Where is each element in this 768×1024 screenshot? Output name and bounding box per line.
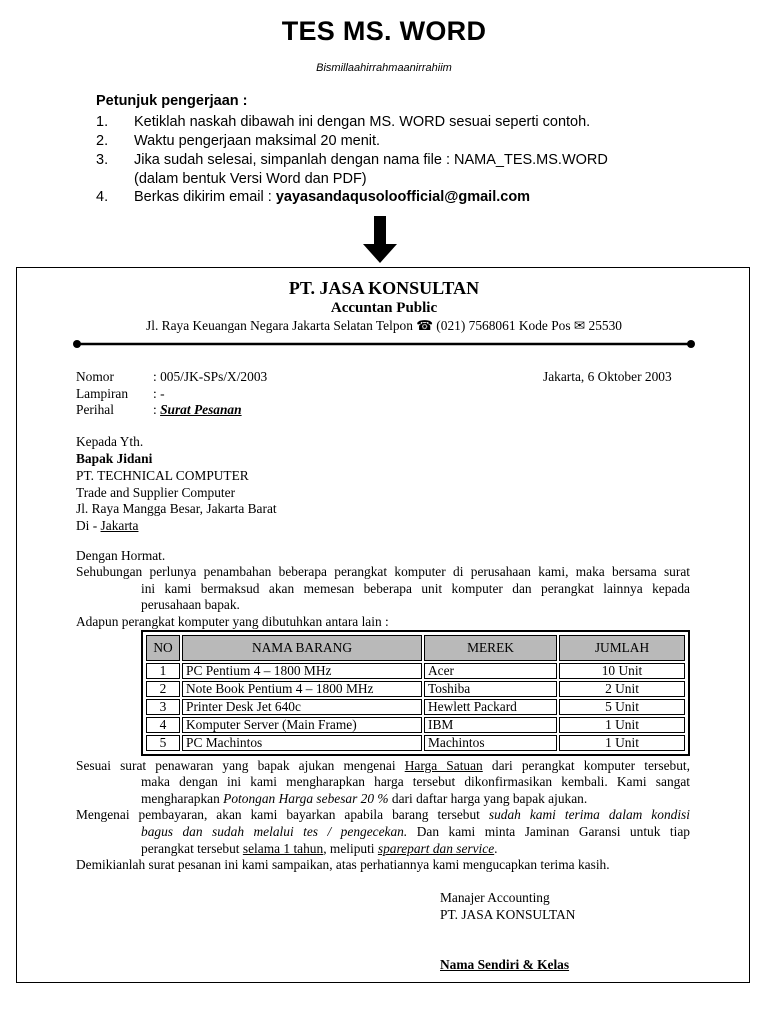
instructions-title: Petunjuk pengerjaan : — [96, 93, 248, 109]
cell-quantity: 1 Unit — [559, 735, 685, 751]
table-row — [146, 681, 685, 697]
perihal-subject: Surat Pesanan — [160, 402, 242, 417]
cell-item: PC Pentium 4 – 1800 MHz — [182, 663, 422, 679]
paragraph-4-line-3 — [141, 840, 498, 857]
p4-italic-a: sudah kami terima dalam kondisi — [488, 807, 690, 822]
perihal-label: Perihal — [76, 402, 114, 417]
p4-text-a: Mengenai pembayaran, akan kami bayarkan apabila barang tersebut — [76, 807, 489, 822]
perihal-value — [153, 401, 242, 418]
column-header-merek: MEREK — [424, 635, 557, 661]
closing-paragraph: Demikianlah surat pesanan ini kami sampaikan, atas perhatiannya kami mengucapkan terima kasih. — [76, 857, 610, 872]
p3-discount: Potongan Harga sebesar 20 % — [223, 791, 389, 806]
signature-title: Manajer Accounting — [440, 890, 550, 905]
recipient-line-2: Jl. Raya Mangga Besar, Jakarta Barat — [76, 501, 277, 516]
recipient-line-1: Trade and Supplier Computer — [76, 485, 236, 500]
mail-icon: ✉ — [573, 318, 586, 333]
cell-no: 5 — [146, 735, 180, 751]
cell-brand: IBM — [424, 717, 557, 733]
paragraph-1-line-1: Sehubungan perlunya penambahan beberapa perangkat komputer di perusahaan kami, maka bersama surat — [76, 564, 690, 579]
paragraph-4-line-1 — [76, 806, 690, 823]
cell-brand: Machintos — [424, 735, 557, 751]
address-text: Jl. Raya Keuangan Negara Jakarta Selatan Telpon — [146, 318, 417, 333]
step-text — [134, 188, 530, 207]
cell-item: Note Book Pentium 4 – 1800 MHz — [182, 681, 422, 697]
recipient-city: Jakarta — [100, 518, 139, 533]
cell-brand: Acer — [424, 663, 557, 679]
paragraph-2: Adapun perangkat komputer yang dibutuhkan antara lain : — [76, 614, 389, 629]
step-number: 2. — [96, 133, 109, 149]
step-number: 4. — [96, 189, 109, 205]
cell-quantity: 2 Unit — [559, 681, 685, 697]
recipient-line-3 — [76, 517, 138, 534]
recipient-company: PT. TECHNICAL COMPUTER — [76, 468, 249, 483]
letterhead-company: PT. JASA KONSULTAN — [288, 278, 480, 298]
paragraph-1-line-3: perusahaan bapak. — [141, 597, 240, 612]
p3-text-b: dari perangkat komputer tersebut, — [482, 758, 690, 773]
table-header-row — [146, 635, 685, 661]
step-number: 3. — [96, 152, 109, 168]
table-row — [146, 699, 685, 715]
step-text: Waktu pengerjaan maksimal 20 menit. — [134, 133, 381, 149]
cell-quantity: 1 Unit — [559, 717, 685, 733]
page-title: TES MS. WORD — [281, 16, 487, 46]
p4-warranty: selama 1 tahun — [242, 841, 324, 856]
cell-no: 3 — [146, 699, 180, 715]
signature-company: PT. JASA KONSULTAN — [440, 907, 576, 922]
paragraph-3-line-3 — [141, 790, 587, 807]
p4-italic-b: bagus dan sudah melalui tes / pengecekan. — [141, 824, 408, 839]
paragraph-3-line-1 — [76, 757, 690, 774]
salutation: Dengan Hormat. — [76, 548, 166, 563]
cell-brand: Toshiba — [424, 681, 557, 697]
step-text: Jika sudah selesai, simpanlah dengan nama file : NAMA_TES.MS.WORD — [134, 152, 608, 168]
cell-no: 1 — [146, 663, 180, 679]
order-table — [141, 630, 690, 756]
cell-brand: Hewlett Packard — [424, 699, 557, 715]
p3-text-a: Sesuai surat penawaran yang bapak ajukan mengenai — [76, 758, 405, 773]
column-header-jumlah: JUMLAH — [559, 635, 685, 661]
phone-text: (021) 7568061 Kode Pos — [432, 318, 574, 333]
cell-quantity: 5 Unit — [559, 699, 685, 715]
step-number: 1. — [96, 114, 109, 130]
cell-no: 2 — [146, 681, 180, 697]
p3-harga-satuan: Harga Satuan — [404, 758, 483, 773]
nomor-label: Nomor — [76, 369, 114, 384]
down-arrow-icon — [363, 216, 397, 264]
paragraph-3-line-2: maka dengan ini kami mengharapkan harga tersebut dikonfirmasikan kembali. Kami sangat — [141, 774, 690, 789]
paragraph-1-line-2: ini kami bermaksud akan memesan beberapa unit komputer dan perangkat lainnya kepada — [141, 581, 690, 596]
lampiran-label: Lampiran — [76, 386, 129, 401]
phone-icon: ☎ — [416, 318, 433, 333]
email-address[interactable]: yayasandaqusolo​official@gmail.com — [275, 189, 531, 205]
table-row — [146, 735, 685, 751]
perihal-colon: : — [153, 402, 161, 417]
nomor-value: : 005/JK-SPs/X/2003 — [153, 369, 268, 384]
recipient-greeting: Kepada Yth. — [76, 434, 144, 449]
p4-coverage: sparepart dan service — [377, 841, 495, 856]
letterhead-divider — [73, 339, 695, 349]
step-text: Ketiklah naskah dibawah ini dengan MS. WORD sesuai seperti contoh. — [134, 114, 591, 130]
letterhead-subtitle: Accuntan Public — [330, 300, 438, 316]
cell-item: Komputer Server (Main Frame) — [182, 717, 422, 733]
p4-text-e: . — [494, 841, 498, 856]
lampiran-value: : - — [153, 386, 165, 401]
opening-phrase: Bismillaahirrahmaanirrahiim — [316, 62, 452, 74]
column-header-no: NO — [146, 635, 180, 661]
step-text: (dalam bentuk Versi Word dan PDF) — [134, 171, 367, 187]
letter-date: Jakarta, 6 Oktober 2003 — [543, 369, 672, 384]
p4-text-d: , meliputi — [323, 841, 378, 856]
p3-text-d: dari daftar harga yang bapak ajukan. — [388, 791, 588, 806]
table-row — [146, 717, 685, 733]
p4-text-c: perangkat tersebut — [141, 841, 243, 856]
signature-name: Nama Sendiri & Kelas — [440, 957, 570, 972]
recipient-name: Bapak Jidani — [76, 451, 153, 466]
cell-item: PC Machintos — [182, 735, 422, 751]
cell-no: 4 — [146, 717, 180, 733]
postal-code: 25530 — [585, 318, 622, 333]
letterhead-address — [0, 318, 768, 334]
cell-item: Printer Desk Jet 640c — [182, 699, 422, 715]
table-row — [146, 663, 685, 679]
di-prefix: Di - — [76, 518, 101, 533]
cell-quantity: 10 Unit — [559, 663, 685, 679]
step-text-prefix: Berkas dikirim email : — [134, 189, 276, 205]
column-header-nama-barang: NAMA BARANG — [182, 635, 422, 661]
paragraph-4-line-2 — [141, 823, 690, 840]
p4-text-b: Dan kami minta Jaminan Garansi untuk tiap — [407, 824, 690, 839]
p3-text-c: mengharapkan — [141, 791, 224, 806]
